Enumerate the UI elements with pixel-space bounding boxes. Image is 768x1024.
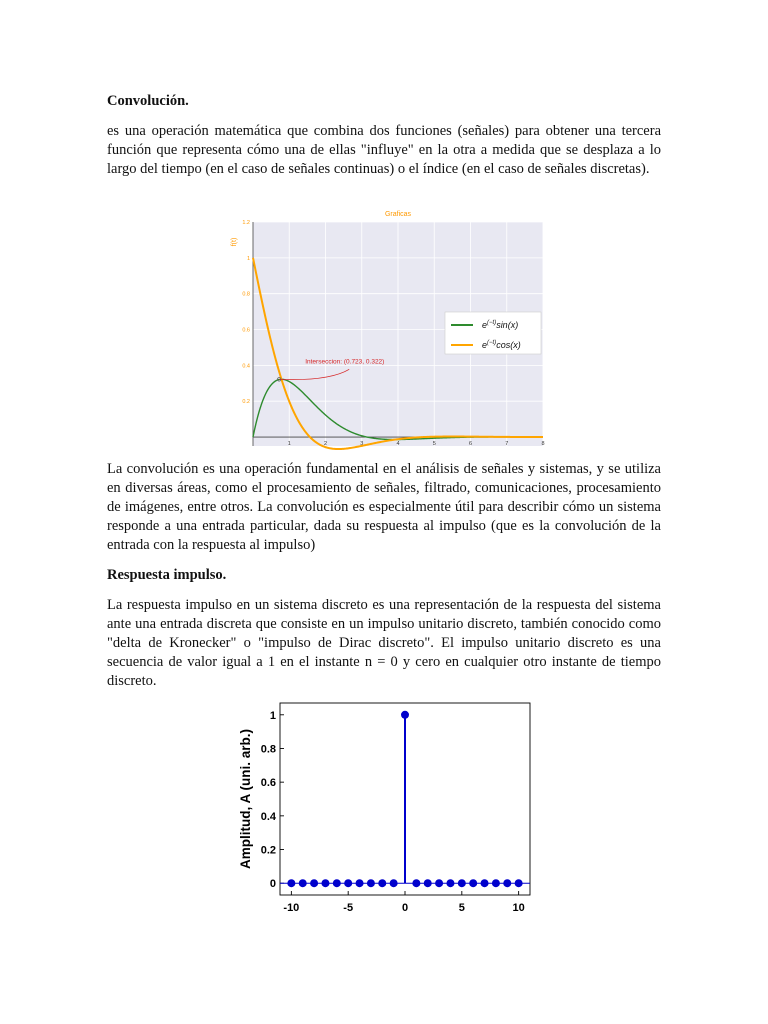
x-tick-label: 6 [468,441,473,448]
y-tick-label: 0.6 [242,327,250,334]
stem-marker [333,879,341,887]
legend-label-2: $e^{(-t)}\cos(x)$ [482,340,521,350]
stem-plot-svg [228,700,538,925]
convolution-function-chart [228,206,548,450]
y-tick-label: 0.4 [242,363,250,370]
legend-label-1: $e^{(-t)}\sin(x)$ [482,320,519,330]
x-tick-label: 5 [432,441,436,448]
x-tick-label: 0 [401,902,409,914]
y-tick-label: 0.2 [242,399,250,406]
function-plot-svg [228,206,548,450]
x-tick-label: 10 [512,902,525,914]
section-title-respuesta-impulso: Respuesta impulso. [107,567,227,583]
x-tick-label: 4 [396,441,400,448]
paragraph-respuesta-impulso: La respuesta impulso en un sistema discreto es una representación de la respuesta del sistema ante una entrada discreta que consiste en un impulso unitario discreto, también conocido como "delta de Kronecker" o "impulso de Dirac discreto". El impulso unitario discreto es una secuencia de valor igual a 1 en el instante n = 0 y cero en cualquier otro instante de tiempo discreto. [107,597,661,689]
x-tick-label: 3 [360,441,364,448]
stem-marker [390,879,398,887]
legend-box [445,312,541,354]
stem-marker [367,879,375,887]
stem-marker [435,879,443,887]
annotation-text: Interseccion: (0.723, 0.322) [305,358,385,366]
x-tick-label: 2 [323,441,328,448]
stem-marker [503,879,511,887]
stem-marker [469,879,477,887]
stem-marker [287,879,295,887]
x-tick-label: 5 [458,902,465,914]
y-tick-label: 0 [269,878,276,891]
x-tick-label: -5 [343,902,354,914]
x-tick-label: 8 [541,441,545,448]
stem-marker [310,879,318,887]
paragraph-convolucion-definition: es una operación matemática que combina dos funciones (señales) para obtener una tercera función que representa cómo una de ellas "influye" en la otra a medida que se desplaza a lo largo del tiempo (en el caso de señales continuas) o el índice (en el caso de señales discretas). [107,123,661,177]
paragraph-convolucion-applications: La convolución es una operación fundamental en el análisis de señales y sistemas, y se utiliza en diversas áreas, como el procesamiento de señales, filtrado, comunicaciones, procesamiento de imágenes, entre otros. La convolución es especialmente útil para describir cómo un sistema responde a una entrada particular, dada su respuesta al impulso (que es la convolución de la entrada con la respuesta al impulso) [107,461,661,553]
stem-marker [299,879,307,887]
y-tick-label: 0.6 [260,777,276,790]
stem-marker [458,879,466,887]
y-axis-label: f(t) [231,237,238,247]
y-tick-label: 0.2 [260,844,276,857]
x-tick-label: -10 [283,902,300,914]
y-axis-label: Amplitud, A (uni. arb.) [238,729,253,869]
stem-marker [481,879,489,887]
stem-marker [515,879,523,887]
impulse-stem-chart [228,700,538,925]
stem-marker [492,879,500,887]
x-tick-label: 1 [287,441,291,448]
y-tick-label: 1 [269,709,276,722]
section-title-convolucion: Convolución. [107,93,189,109]
y-tick-label: 1.2 [242,220,250,226]
legend [445,312,541,354]
x-tick-label: 7 [505,441,509,448]
y-tick-label: 1 [246,255,250,262]
chart-title: Graficas [384,211,412,218]
y-tick-label: 0.8 [260,743,276,756]
stem-marker [321,879,329,887]
stem-marker [446,879,454,887]
stem-marker [412,879,420,887]
stem-marker [356,879,364,887]
stem-marker [401,711,409,719]
stem-marker [424,879,432,887]
y-tick-label: 0.8 [242,291,250,298]
stem-marker [344,879,352,887]
stem-marker [378,879,386,887]
y-tick-label: 0.4 [260,810,276,823]
